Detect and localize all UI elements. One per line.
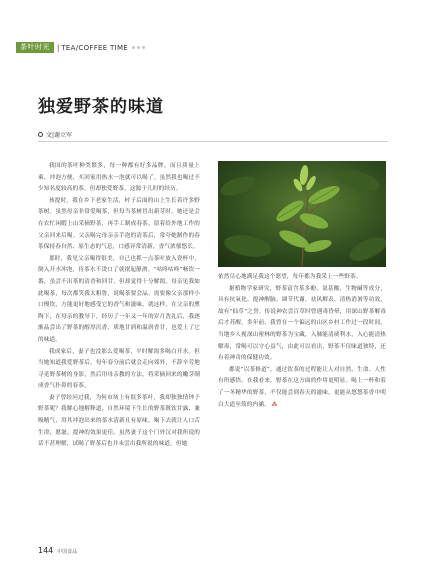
title-divider [38,141,388,142]
section-header [16,42,145,53]
left-column [38,161,200,451]
paragraph: 我成家后，妻子也没那么爱喝茶，平时解渴多喝白开水。但当她知道我爱野茶后，每年春分前后就会走向郊外，不辞辛劳地寻觅野茶树的身影，然后用母亲教的方法，将采摘回来的嫩芽制成香气扑鼻的春茶。 [38,348,200,390]
paragraph: 依然尽心地满足我这个愿望，每年都为我采上一些野茶。 [218,274,362,280]
paragraph: 那时，我见父亲喝得很美，自己也抓一点茶叶放入瓷杯中，倒入开水冲泡，待茶水不烫口了就抿起静酒。“咕咚咕咚”畅饮一番，虽尝不出茶的清香和回甘，但却觉得十分解渴。母亲见我如此喝茶，每次都笑我太粗鲁，说喝茶要会品。需要像父亲那样小口慢饮，方能更好地感受它的香气和滋味。就这样，在父亲的熏陶下，在母亲的教导下，经历了一年又一年的岁月洗礼后，我逐渐品尝出了野茶的醇厚沉香、质地甘润和温润香甘，也爱上了它的味道。 [38,255,200,343]
paragraph: 据植物学家研究，野茶富含茶多酚、氨基酸、生物碱等成分，具有抗氧化、提神醒脑、调节代谢、祛风解表、清热消暑等功效，故有“仙草”之誉。传说神农尝百草时曾遇毒昏晕，用深山野茶解毒后才苏醒，多年前，我曾在一个偏远的山区乡村工作过一段时间，当地乡人视深山密林的野茶为宝藏，入肺能清痰利水，入心能清热解毒，常喝可以守心益气，由此可以看出，野茶不仅味道独特，还有着神奇的保健功效。 [218,285,386,362]
section-separator: | [57,43,60,52]
paragraph: 我国的茶叶种类繁多，每一种都有好多品牌，而且质量上乘、冲泡方便，买回家用热水一泡就可以喝了。虽然我也喝过不少知名度较高的茶，但却独爱野茶，这源于儿时的经历。 [38,163,200,193]
tea-leaves-photo [218,161,386,267]
section-tag: 茶叶时光 [16,42,54,53]
right-column [218,272,386,411]
magazine-name: 中国食品 [57,549,78,555]
page-number: 144 [38,546,54,555]
author: 文|谢立军 [46,132,73,139]
paragraph [218,365,386,411]
paragraph: 孩提时，我在乡下老家生活，村子后面的山上生长着许多野茶树。虽然母亲非常爱喝茶，但每当茶树冒出新芽时，她还是会在农忙闲暇上山采摘野茶，再手工制成春茶。留着给外地工作的父亲回来后喝。父亲喝完母亲亲手泡的清茶后，常夸她制作的春茶保持春自然、原生态的气息，口感异常清新，香气浓郁悠长。 [38,197,200,251]
paragraph-text: 都说“以茶修道”，通过饮茶的过程能让人对自然、生命、人性有所感悟。在我看来，野茶在这方面的作用更明显。喝上一杯和着了一冬精华的野茶，不仅能尝到春天的滋味，更能从悠悠茶香中明白大道至简的内涵。 [218,366,386,408]
byline [38,130,72,139]
dots-ornament [132,46,145,49]
article-title: 独爱野茶的味道 [38,97,164,117]
section-name: TEA/COFFEE TIME [61,43,129,52]
circle-icon [38,132,43,137]
page-footer [38,546,77,555]
paragraph: 妻子曾经问过我，为何市场上有很多茶叶，我却独独情钟于野茶呢？我解心地解释道，自然环境下生长的野茶既饮甘露、兼吸精气，用其冲泡出来的茶水清新且有原味，喝下去就让人口舌生津，愿滋、提神的效果更佳。虽然妻子这个门外汉对我所说的话不甚理解，试喝了野茶后也并未尝出我所说的味道，但她 [38,394,200,448]
end-mark: ⁂ [271,401,278,408]
